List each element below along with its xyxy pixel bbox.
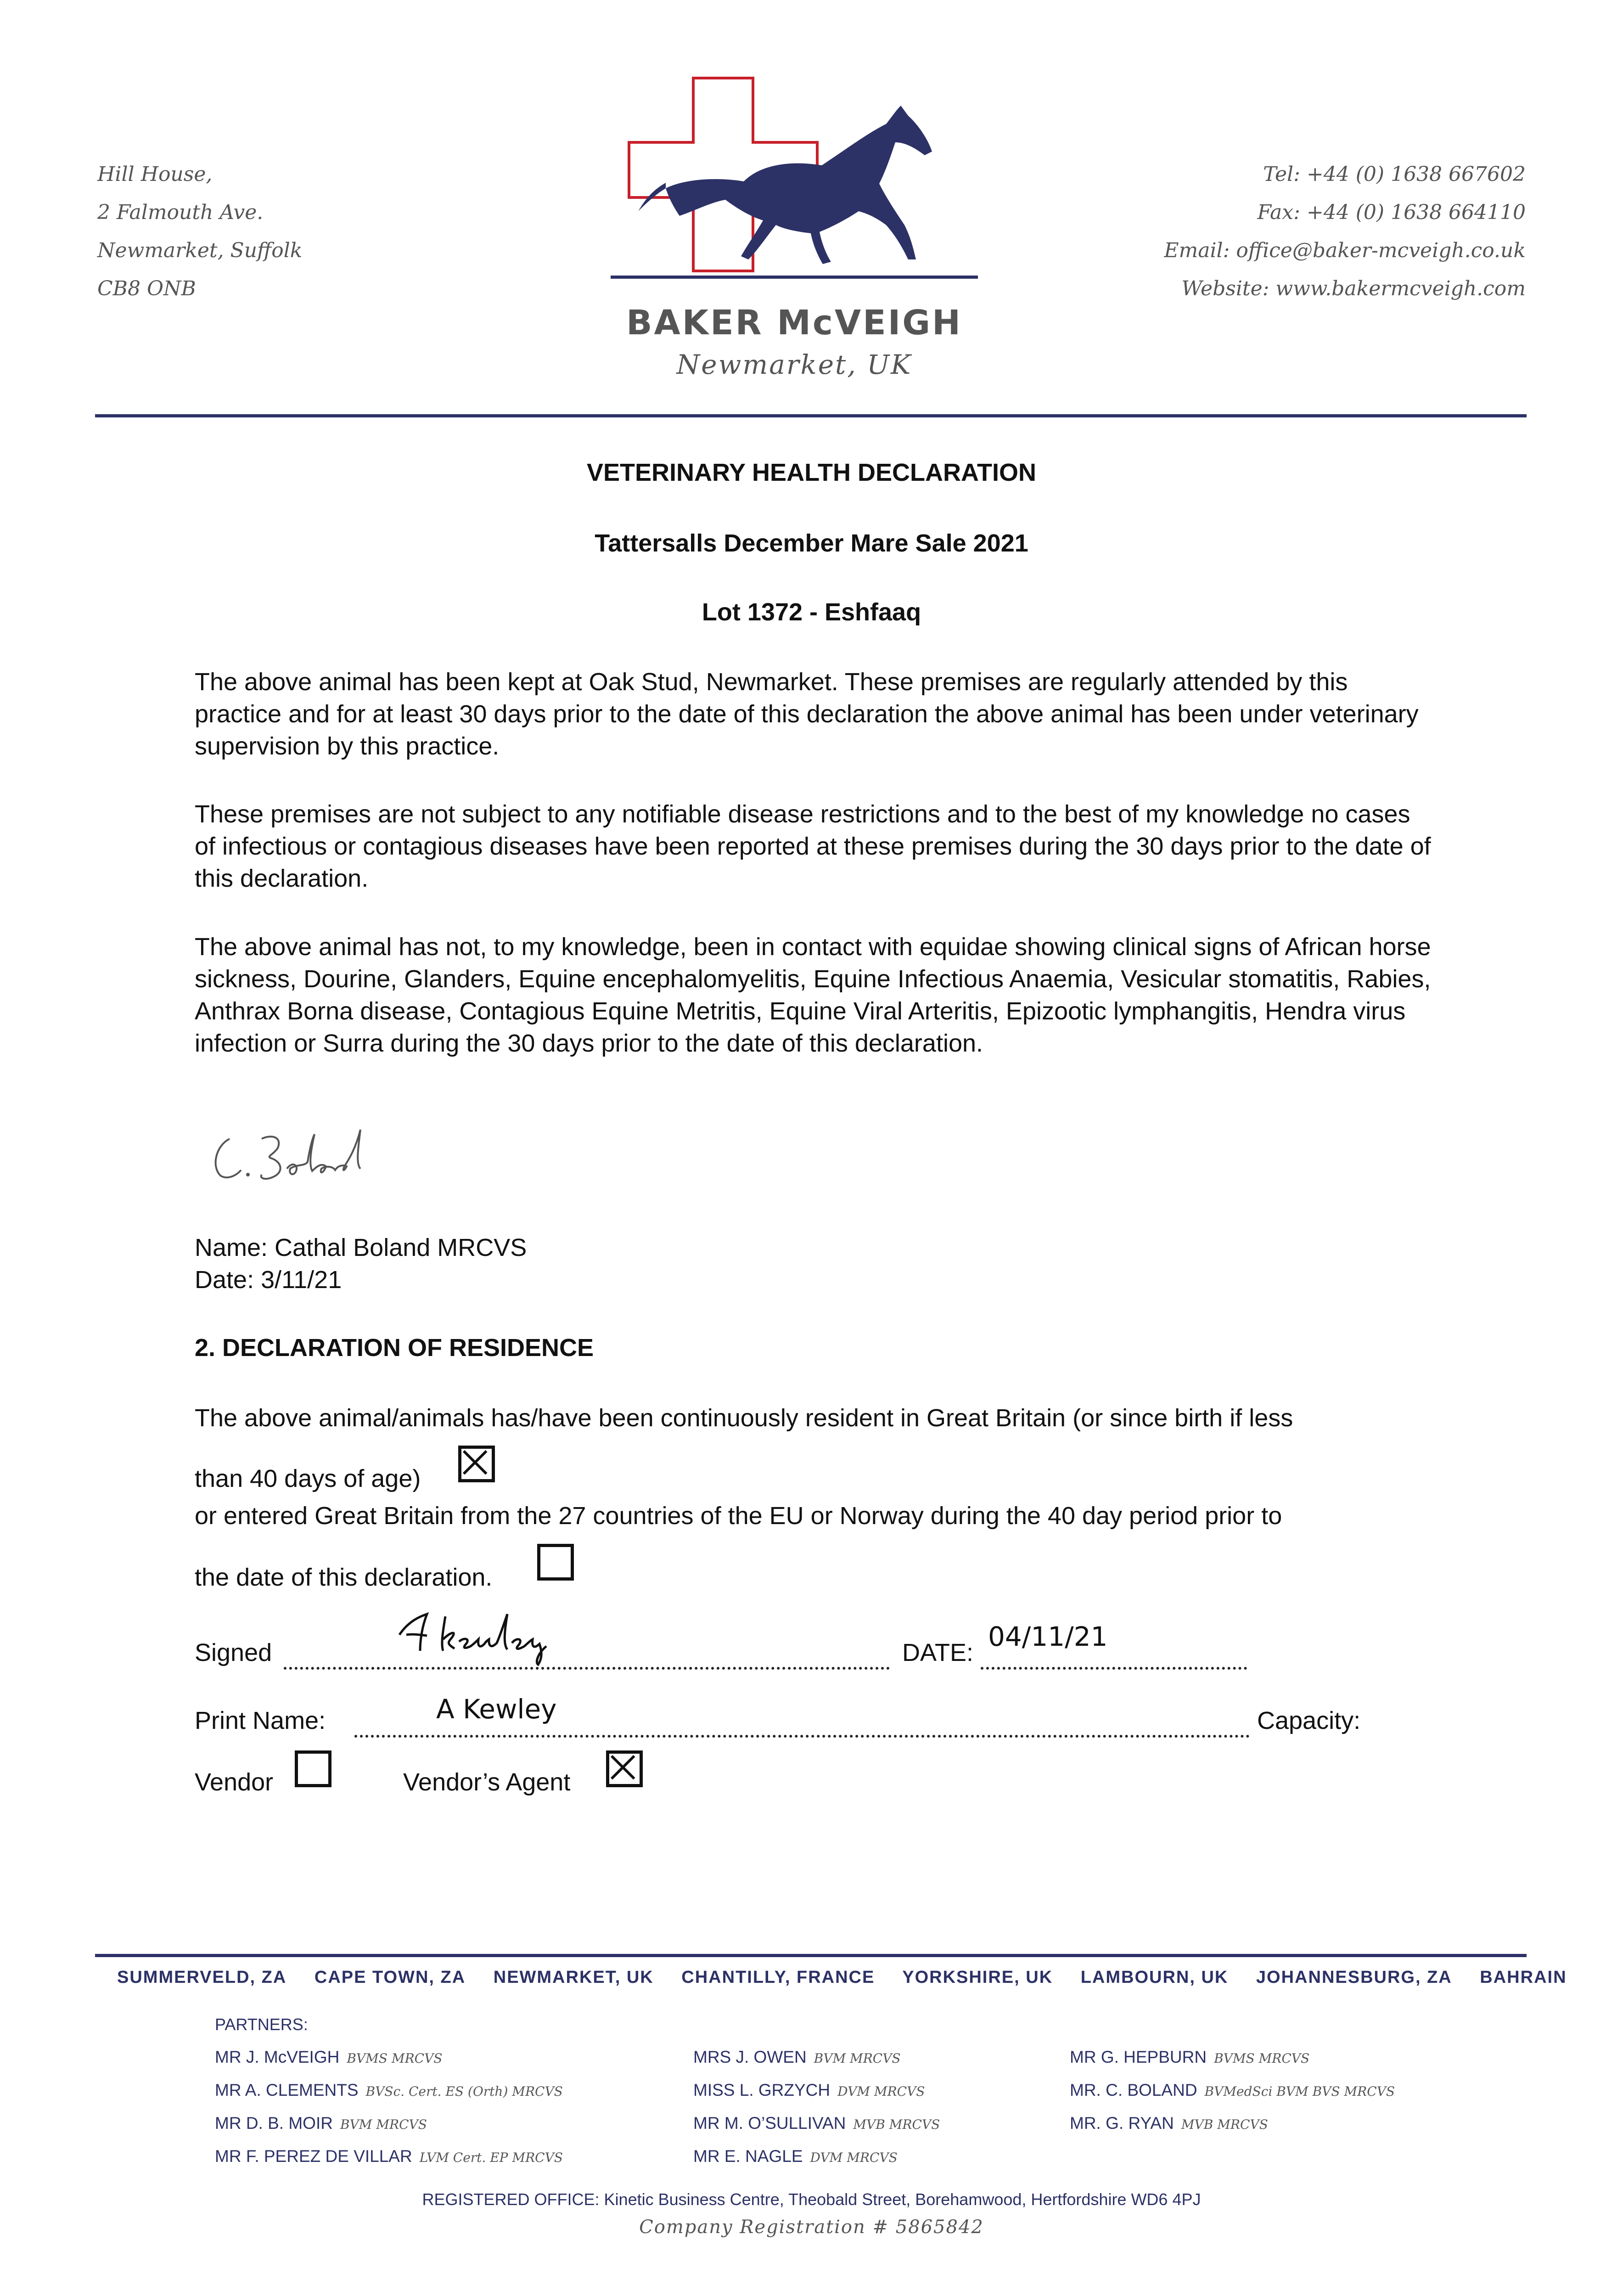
vet-name: Name: Cathal Boland MRCVS	[195, 1234, 527, 1261]
contact-fax: Fax: +44 (0) 1638 664110	[1257, 201, 1526, 224]
partners-column-1	[215, 2041, 563, 2173]
lot-name: Lot 1372 - Eshfaaq	[702, 598, 921, 626]
company-location: Newmarket, UK	[676, 349, 912, 380]
document-title: VETERINARY HEALTH DECLARATION	[586, 459, 1036, 486]
entered-gb-checkbox[interactable]	[537, 1544, 574, 1581]
signed-label: Signed	[195, 1639, 272, 1666]
partner-entry: MR M. O’SULLIVAN MVB MRCVS	[693, 2114, 940, 2133]
location-item: JOHANNESBURG, ZA	[1256, 1968, 1452, 1987]
location-item: CHANTILLY, FRANCE	[681, 1968, 875, 1987]
cross-horse-logo-icon	[611, 73, 978, 294]
partner-entry: MR. G. RYAN MVB MRCVS	[1070, 2114, 1268, 2133]
location-item: SUMMERVELD, ZA	[117, 1968, 287, 1987]
location-item: BAHRAIN	[1480, 1968, 1567, 1987]
residence-line-2: than 40 days of age)	[195, 1465, 421, 1492]
office-locations	[117, 1968, 1589, 1987]
address-line: Newmarket, Suffolk	[97, 239, 303, 262]
sale-name: Tattersalls December Mare Sale 2021	[595, 529, 1028, 557]
vendors-agent-label: Vendor’s Agent	[403, 1768, 571, 1796]
address-block	[97, 155, 302, 308]
resident-checkbox[interactable]	[458, 1446, 495, 1482]
partner-entry: MISS L. GRZYCH DVM MRCVS	[693, 2081, 925, 2099]
company-name: BAKER McVEIGH	[626, 303, 962, 343]
print-name-value: A Kewley	[436, 1694, 557, 1725]
partners-column-3	[1070, 2041, 1395, 2140]
contact-block	[1164, 155, 1526, 308]
capacity-label: Capacity:	[1257, 1707, 1361, 1734]
contact-website: Website: www.bakermcveigh.com	[1181, 277, 1526, 300]
residence-line-3: or entered Great Britain from the 27 countries of the EU or Norway during the 40 day period prior to	[195, 1502, 1282, 1530]
partner-entry: MR G. HEPBURN BVMS MRCVS	[1070, 2048, 1310, 2066]
registered-office: REGISTERED OFFICE: Kinetic Business Centre, Theobald Street, Borehamwood, Hertfordshire WD6 4PJ	[422, 2190, 1201, 2209]
vet-date: Date: 3/11/21	[195, 1266, 342, 1294]
signature-image-icon	[202, 1120, 413, 1199]
partner-entry: MR E. NAGLE DVM MRCVS	[693, 2147, 898, 2166]
agent-signature	[395, 1607, 597, 1667]
paragraph-supervision: The above animal has been kept at Oak Stud, Newmarket. These premises are regularly attended by this practice and for at least 30 days prior to the date of this declaration the above animal has been under veterinary supervision by this practice.	[195, 668, 1419, 760]
footer-divider	[95, 1954, 1527, 1957]
partner-entry: MR D. B. MOIR BVM MRCVS	[215, 2114, 427, 2133]
location-item: CAPE TOWN, ZA	[314, 1968, 466, 1987]
contact-email: Email: office@baker-mcveigh.co.uk	[1164, 239, 1526, 262]
partner-entry: MRS J. OWEN BVM MRCVS	[693, 2048, 901, 2066]
address-line: CB8 ONB	[97, 277, 196, 300]
company-registration: Company Registration # 5865842	[639, 2217, 984, 2238]
partner-entry: MR J. McVEIGH BVMS MRCVS	[215, 2048, 443, 2066]
date-value: 04/11/21	[988, 1621, 1108, 1652]
vendor-checkbox[interactable]	[295, 1750, 331, 1787]
partner-entry: MR F. PEREZ DE VILLAR LVM Cert. EP MRCVS	[215, 2147, 563, 2166]
paragraph-restrictions: These premises are not subject to any notifiable disease restrictions and to the best of my knowledge no cases of infectious or contagious diseases have been reported at these premises during the 30 days prior to the date of this declaration.	[195, 800, 1431, 892]
partner-entry: MR A. CLEMENTS BVSc. Cert. ES (Orth) MRCVS	[215, 2081, 563, 2099]
address-line: 2 Falmouth Ave.	[97, 201, 264, 224]
location-item: YORKSHIRE, UK	[902, 1968, 1053, 1987]
residence-line-1: The above animal/animals has/have been continuously resident in Great Britain (or since birth if less	[195, 1404, 1293, 1432]
vendors-agent-checkbox[interactable]	[606, 1750, 643, 1787]
residence-line-4: the date of this declaration.	[195, 1564, 493, 1591]
location-item: NEWMARKET, UK	[493, 1968, 654, 1987]
signature-image-icon	[395, 1607, 597, 1667]
vet-signature	[202, 1120, 413, 1199]
company-logo	[611, 73, 978, 395]
date-label: DATE:	[902, 1639, 974, 1666]
check-cross-icon	[609, 1754, 640, 1784]
check-cross-icon	[461, 1449, 492, 1479]
print-name-label: Print Name:	[195, 1707, 326, 1734]
paragraph-contact: The above animal has not, to my knowledge, been in contact with equidae showing clinical signs of African horse sickness, Dourine, Glanders, Equine encephalomyelitis, Equine Infectious Anaemia, Vesicular stomatitis, Rabies, Anthrax Borna disease, Contagious Equine Metritis, Equine Viral Arteritis, Epizootic lymphangitis, Hendra virus infection or Surra during the 30 days prior to the date of this declaration.	[195, 933, 1431, 1057]
address-line: Hill House,	[97, 163, 213, 186]
partners-heading: PARTNERS:	[215, 2015, 308, 2034]
contact-tel: Tel: +44 (0) 1638 667602	[1263, 163, 1526, 186]
vendor-label: Vendor	[195, 1768, 274, 1796]
partners-column-2	[693, 2041, 940, 2173]
residence-heading: 2. DECLARATION OF RESIDENCE	[195, 1334, 594, 1362]
partner-entry: MR. C. BOLAND BVMedSci BVM BVS MRCVS	[1070, 2081, 1395, 2099]
location-item: LAMBOURN, UK	[1080, 1968, 1229, 1987]
header-divider	[95, 414, 1527, 417]
